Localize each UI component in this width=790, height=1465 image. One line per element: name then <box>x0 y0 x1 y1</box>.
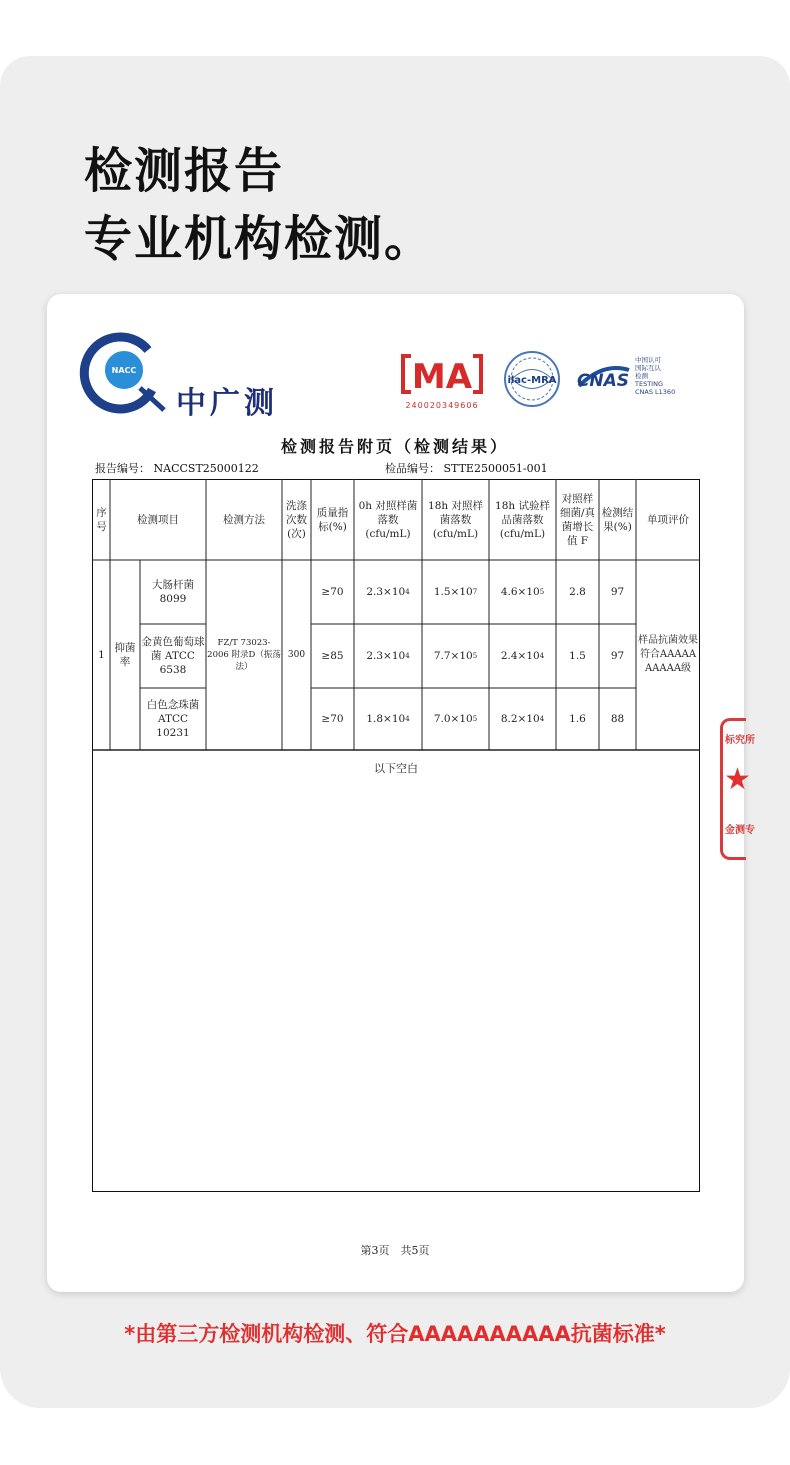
organism-cell: 金黄色葡萄球菌 ATCC 6538 <box>141 636 205 676</box>
header-0h-control: 0h 对照样菌落数 (cfu/mL) <box>358 500 418 540</box>
count-value: 7.7×10 <box>433 650 473 662</box>
nacc-logo-icon <box>78 332 174 412</box>
header-evaluation: 单项评价 <box>647 514 689 526</box>
result-cell: 97 <box>610 586 625 598</box>
organism-cell: 大肠杆菌 8099 <box>152 579 194 605</box>
nacc-badge-text: NACC <box>111 366 137 375</box>
cma-mark-text: MA <box>411 357 473 397</box>
header-seq: 序号 <box>96 507 107 533</box>
blank-below-note: 以下空白 <box>374 762 418 775</box>
sample-number-value: STTE2500051-001 <box>443 462 548 475</box>
wash-cell: 300 <box>287 650 306 660</box>
count-exponent: 5 <box>472 715 478 723</box>
cnas-caption-line: 检测 <box>635 372 648 380</box>
header-18h-test: 18h 试验样品菌落数 (cfu/mL) <box>495 500 550 540</box>
count-0h-cell <box>354 560 422 624</box>
category-cell: 抑菌率 <box>114 642 136 668</box>
count-18h-test-cell <box>489 688 556 750</box>
method-cell: FZ/T 73023-2006 附录D（振荡法） <box>207 638 281 672</box>
cnas-logo-icon <box>573 356 633 400</box>
cnas-caption-line: 中国认可 <box>635 356 661 364</box>
header-growth: 对照样细菌/真菌增长值 F <box>559 493 596 547</box>
count-exponent: 4 <box>539 652 545 660</box>
seal-text-top: 标究所 <box>725 735 755 746</box>
header-quality: 质量指标(%) <box>316 507 349 533</box>
quality-cell: ≥85 <box>321 650 344 662</box>
evaluation-cell: 样品抗菌效果符合AAAAAAAAAA级 <box>638 635 698 674</box>
header-result: 检测结果(%) <box>601 507 634 533</box>
cma-logo-icon <box>401 352 483 396</box>
count-value: 7.0×10 <box>433 713 473 725</box>
heading-line-1: 检测报告 <box>84 143 285 199</box>
count-0h-cell <box>354 688 422 750</box>
count-exponent: 4 <box>539 715 545 723</box>
count-exponent: 4 <box>405 652 410 660</box>
header-item: 检测项目 <box>137 514 179 526</box>
ilac-mark-text: ilac-MRA <box>507 375 557 386</box>
count-value: 8.2×10 <box>500 713 540 725</box>
report-number-value: NACCST25000122 <box>153 462 259 475</box>
page-number: 第3页 共5页 <box>360 1244 430 1257</box>
count-exponent: 4 <box>405 588 410 596</box>
cnas-caption-line: TESTING <box>635 380 663 388</box>
count-value: 1.5×10 <box>433 586 473 598</box>
header-18h-control: 18h 对照样菌落数 (cfu/mL) <box>428 500 483 540</box>
org-name: 中广测 <box>176 386 278 421</box>
seal-star-icon: ★ <box>724 762 751 797</box>
result-cell: 97 <box>610 650 625 662</box>
row-seq: 1 <box>98 649 105 661</box>
count-18h-test-cell <box>489 624 556 688</box>
header-method: 检测方法 <box>223 514 265 526</box>
count-exponent: 7 <box>472 588 478 596</box>
count-0h-cell <box>354 624 422 688</box>
quality-cell: ≥70 <box>321 713 344 725</box>
ilac-mra-logo-icon <box>500 350 564 408</box>
count-exponent: 4 <box>405 715 410 723</box>
count-18h-control-cell <box>422 624 489 688</box>
cnas-caption-line: CNAS L1360 <box>635 388 676 396</box>
count-value: 2.4×10 <box>500 650 540 662</box>
count-exponent: 5 <box>472 652 478 660</box>
count-value: 2.3×10 <box>366 586 406 598</box>
count-exponent: 5 <box>539 588 545 596</box>
header-wash: 洗涤次数(次) <box>286 500 307 540</box>
quality-cell: ≥70 <box>321 586 344 598</box>
report-number-label: 报告编号： <box>95 462 150 475</box>
organism-cell: 白色念珠菌 ATCC 10231 <box>146 699 200 739</box>
heading-line-2: 专业机构检测。 <box>84 211 435 267</box>
cnas-mark-text: CNAS <box>576 371 630 391</box>
footnote: *由第三方检测机构检测、符合AAAAAAAAAA抗菌标准* <box>124 1322 666 1346</box>
sample-number-label: 检品编号： <box>385 462 440 475</box>
growth-cell: 2.8 <box>569 586 586 598</box>
result-cell: 88 <box>610 713 625 725</box>
count-value: 1.8×10 <box>366 713 406 725</box>
cnas-caption-line: 国际互认 <box>635 364 661 372</box>
cma-number: 240020349606 <box>405 401 479 410</box>
report-title: 检测报告附页（检测结果） <box>280 437 509 456</box>
sample-number <box>385 460 548 476</box>
growth-cell: 1.5 <box>569 650 586 662</box>
count-18h-control-cell <box>422 688 489 750</box>
report-number <box>95 460 259 476</box>
count-18h-test-cell <box>489 560 556 624</box>
seal-stamp-fragment <box>720 718 755 860</box>
growth-cell: 1.6 <box>569 713 586 725</box>
count-18h-control-cell <box>422 560 489 624</box>
count-value: 2.3×10 <box>366 650 406 662</box>
count-value: 4.6×10 <box>500 586 540 598</box>
cnas-caption <box>635 356 675 396</box>
seal-text-bottom: 金测专 <box>725 825 755 836</box>
